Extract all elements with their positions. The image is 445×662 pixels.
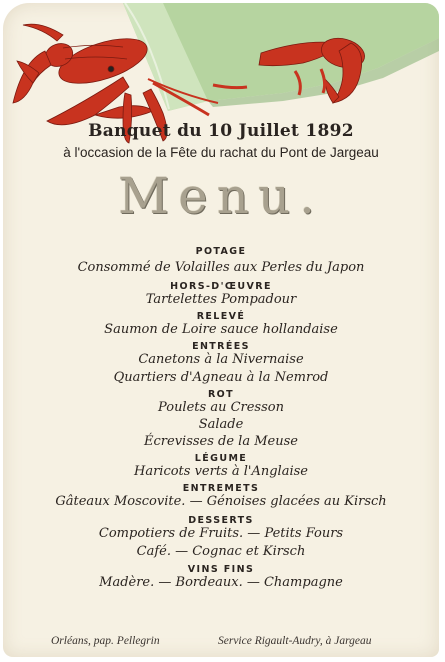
section-entremets: ENTREMETS: [182, 483, 260, 494]
section-vins-fins: VINS FINS: [187, 564, 255, 575]
section-releve: RELEVÉ: [196, 311, 246, 322]
dish-quartiers-agneau: Quartiers d'Agneau à la Nemrod: [113, 370, 329, 385]
dish-vins: Madère. — Bordeaux. — Champagne: [99, 575, 343, 590]
section-desserts: DESSERTS: [188, 515, 254, 526]
service-imprint: Service Rigault-Audry, à Jargeau: [218, 635, 372, 647]
occasion-subtitle: à l'occasion de la Fête du rachat du Pont de Jargeau: [63, 145, 379, 160]
dish-consomme: Consommé de Volailles aux Perles du Japon: [77, 260, 365, 275]
printer-imprint: Orléans, pap. Pellegrin: [51, 635, 160, 647]
banquet-heading: Banquet du 10 Juillet 1892: [88, 121, 354, 141]
dish-saumon: Saumon de Loire sauce hollandaise: [104, 322, 338, 337]
dish-salade: Salade: [198, 417, 244, 432]
dish-tartelettes: Tartelettes Pompadour: [145, 292, 297, 307]
section-hors-doeuvre: HORS-D'ŒUVRE: [170, 281, 272, 292]
section-rot: ROT: [207, 389, 235, 400]
section-potage: POTAGE: [195, 246, 247, 257]
dish-poulets: Poulets au Cresson: [158, 400, 284, 415]
menu-card: [3, 3, 439, 657]
dish-canetons: Canetons à la Nivernaise: [138, 352, 304, 367]
dish-haricots: Haricots verts à l'Anglaise: [133, 464, 308, 479]
dish-compotiers: Compotiers de Fruits. — Petits Fours: [98, 526, 344, 541]
section-entrees: ENTRÉES: [192, 341, 250, 352]
section-legume: LÉGUME: [194, 453, 248, 464]
menu-title: Menu.: [117, 167, 325, 225]
dish-ecrevisses: Écrevisses de la Meuse: [144, 434, 298, 449]
dish-cafe: Café. — Cognac et Kirsch: [136, 544, 306, 559]
dish-gateaux: Gâteaux Moscovite. — Génoises glacées au Kirsch: [55, 494, 387, 509]
